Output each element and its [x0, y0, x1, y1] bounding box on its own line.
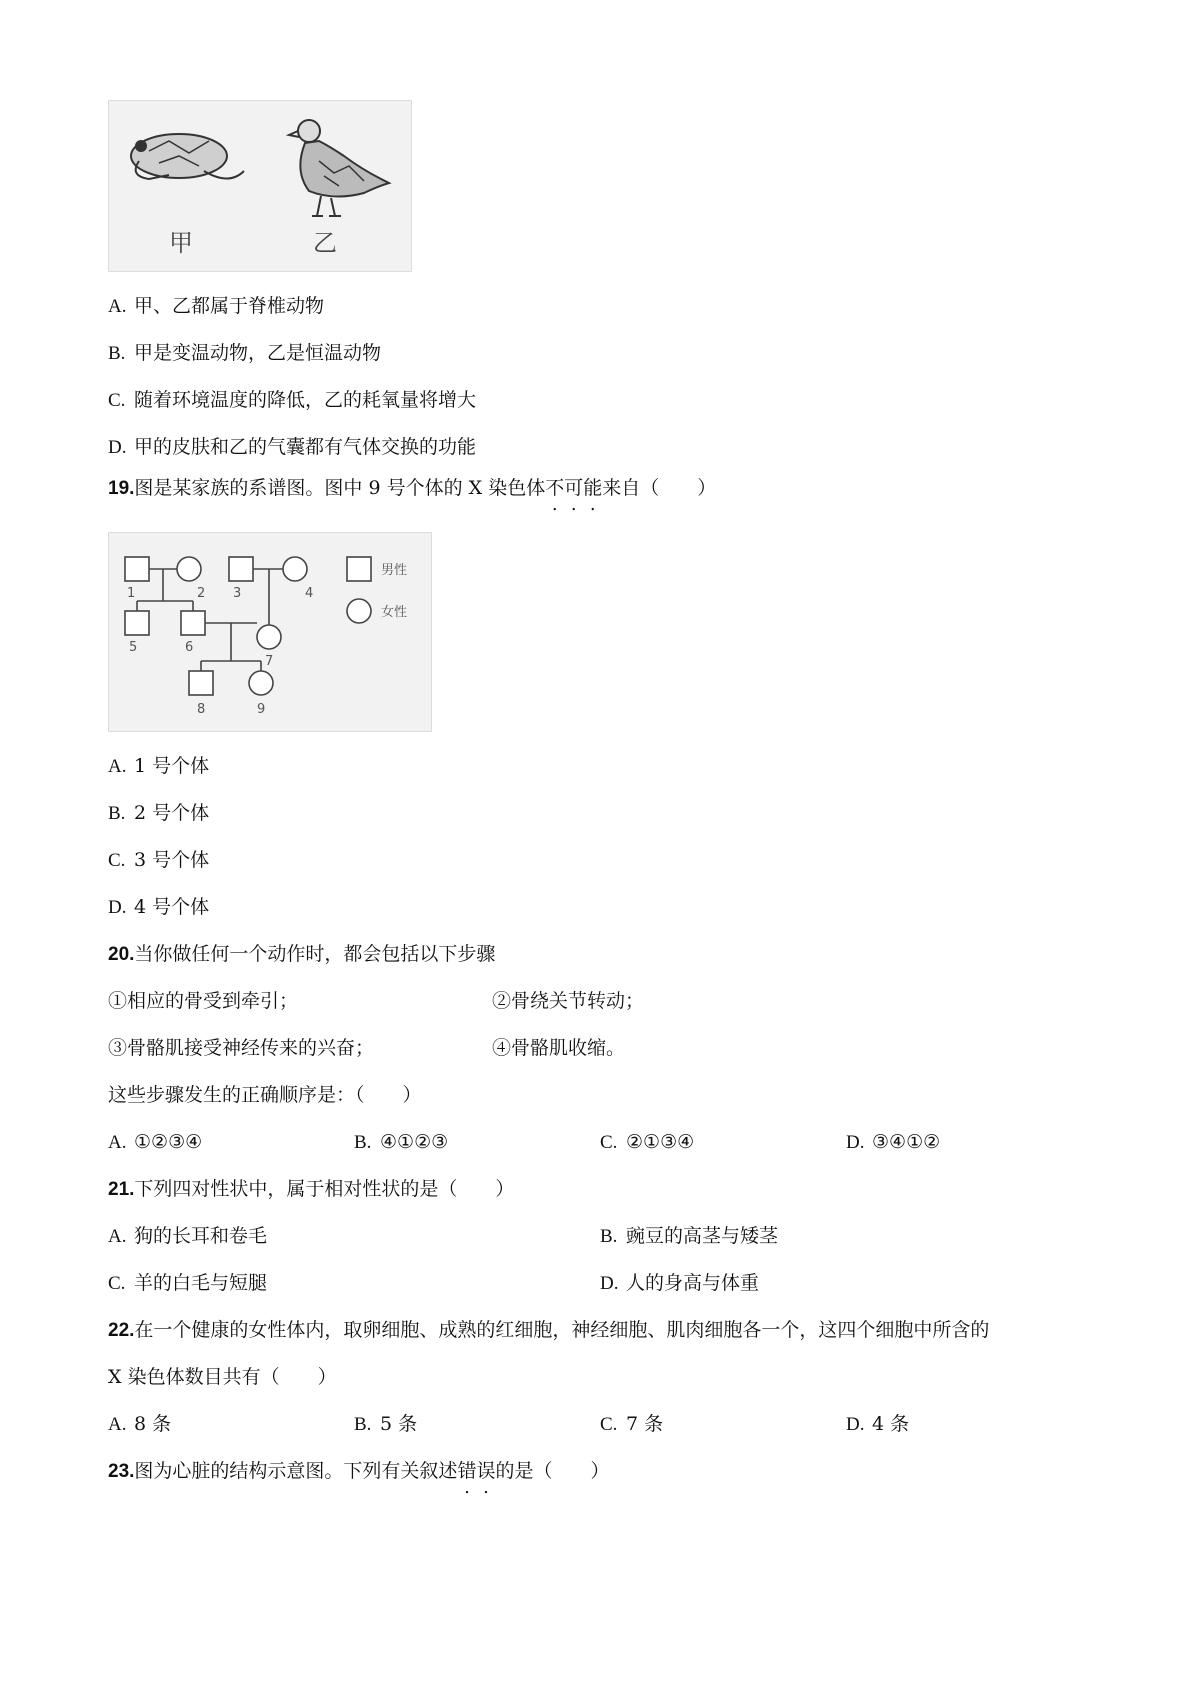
option-text: ①②③④ [134, 1131, 203, 1153]
q19-option-b [108, 801, 209, 826]
q18-option-b [108, 341, 381, 366]
option-letter: B. [354, 1414, 372, 1435]
female-symbol [257, 625, 281, 649]
option-text: 7 条 [626, 1413, 664, 1435]
option-letter: D. [108, 437, 127, 458]
option-letter: A. [108, 756, 127, 777]
bird-icon [289, 120, 389, 216]
option-letter: A. [108, 1132, 127, 1153]
q18-option-c [108, 388, 476, 413]
option-text: 4 条 [872, 1413, 910, 1435]
individual-number: 6 [185, 640, 194, 655]
male-symbol [189, 671, 213, 695]
option-text: 羊的白毛与短腿 [134, 1272, 268, 1294]
option-letter: C. [108, 390, 126, 411]
q22-option-d [846, 1412, 909, 1437]
male-symbol [181, 611, 205, 635]
q20-step-4: ④骨骼肌收缩。 [492, 1037, 626, 1059]
emphasis-char: 误 [476, 1460, 496, 1482]
female-symbol [249, 671, 273, 695]
q18-option-d [108, 435, 476, 460]
question-number: 20. [108, 944, 135, 965]
frog-icon [131, 134, 244, 179]
option-text: 1 号个体 [134, 755, 210, 777]
question-number: 21. [108, 1179, 135, 1200]
option-letter: C. [600, 1132, 618, 1153]
option-text: ②①③④ [626, 1131, 695, 1153]
male-symbol [125, 557, 149, 581]
option-text: 5 条 [380, 1413, 418, 1435]
option-letter: B. [108, 803, 126, 824]
option-letter: A. [108, 1414, 127, 1435]
option-text: 3 号个体 [134, 849, 210, 871]
q22-option-a [108, 1412, 171, 1437]
legend-female-symbol [347, 599, 371, 623]
option-letter: B. [600, 1226, 618, 1247]
q21-option-d [600, 1271, 759, 1296]
legend-male-symbol [347, 557, 371, 581]
option-letter: D. [846, 1414, 865, 1435]
stem-text: 的是（ ） [495, 1460, 610, 1482]
question-number: 23. [108, 1461, 135, 1482]
q20-stem [108, 942, 495, 967]
q20-option-d [846, 1130, 940, 1155]
option-text: 人的身高与体重 [626, 1272, 760, 1294]
stem-text: 当你做任何一个动作时，都会包括以下步骤 [134, 943, 496, 965]
option-letter: D. [846, 1132, 865, 1153]
emphasis-char: 可 [564, 477, 584, 499]
female-symbol [283, 557, 307, 581]
q19-option-c [108, 848, 209, 873]
q18-figure [108, 100, 412, 272]
question-number: 19. [108, 478, 135, 499]
q20-option-b [354, 1130, 448, 1155]
option-text: 随着环境温度的降低，乙的耗氧量将增大 [134, 389, 477, 411]
emphasis-char: 能 [583, 477, 603, 499]
stem-text: 来自（ ） [602, 477, 717, 499]
q23-stem [108, 1459, 609, 1484]
individual-number: 7 [265, 654, 274, 669]
q21-option-c [108, 1271, 267, 1296]
q19-option-a [108, 754, 209, 779]
q22-option-c [600, 1412, 663, 1437]
male-symbol [125, 611, 149, 635]
option-text: 狗的长耳和卷毛 [134, 1225, 268, 1247]
option-letter: A. [108, 296, 127, 317]
q20-option-c [600, 1130, 694, 1155]
frog-and-bird-illustration [109, 101, 411, 271]
option-text: ④①②③ [380, 1131, 449, 1153]
q22-stem-line2: X 染色体数目共有（ ） [108, 1366, 337, 1388]
q21-option-a [108, 1224, 267, 1249]
q21-option-b [600, 1224, 778, 1249]
q19-stem [108, 476, 716, 501]
option-text: 8 条 [134, 1413, 172, 1435]
option-letter: D. [108, 897, 127, 918]
q19-option-d [108, 895, 209, 920]
stem-text: 图是某家族的系谱图。图中 9 号个体的 X 染色体 [134, 477, 546, 499]
pedigree-figure [108, 532, 432, 732]
emphasis-char: 错 [457, 1460, 477, 1482]
individual-number: 9 [257, 702, 266, 717]
pedigree-chart [109, 533, 431, 731]
option-text: 甲是变温动物，乙是恒温动物 [134, 342, 382, 364]
legend-female-label: 女性 [381, 605, 408, 620]
label-jia: 甲 [169, 229, 193, 257]
individual-number: 3 [233, 586, 242, 601]
q20-step-1: ①相应的骨受到牵引； [108, 990, 299, 1012]
individual-number: 8 [197, 702, 206, 717]
emphasis-char: 不 [545, 477, 565, 499]
option-letter: A. [108, 1226, 127, 1247]
individual-number: 5 [129, 640, 138, 655]
option-letter: C. [600, 1414, 618, 1435]
individual-number: 2 [197, 586, 206, 601]
q20-step-2: ②骨绕关节转动； [492, 990, 645, 1012]
stem-text: 下列四对性状中，属于相对性状的是（ ） [134, 1178, 515, 1200]
stem-text: 在一个健康的女性体内，取卵细胞、成熟的红细胞，神经细胞、肌肉细胞各一个，这四个细胞中所含的 [134, 1319, 990, 1341]
option-text: 甲、乙都属于脊椎动物 [134, 295, 325, 317]
option-text: 甲的皮肤和乙的气囊都有气体交换的功能 [134, 436, 477, 458]
q20-question: 这些步骤发生的正确顺序是：（ ） [108, 1084, 422, 1106]
q22-stem-line1 [108, 1318, 989, 1343]
female-symbol [177, 557, 201, 581]
question-number: 22. [108, 1320, 135, 1341]
legend-male-label: 男性 [381, 563, 408, 578]
q20-step-3: ③骨骼肌接受神经传来的兴奋； [108, 1037, 375, 1059]
male-symbol [229, 557, 253, 581]
option-text: 2 号个体 [134, 802, 210, 824]
q22-option-b [354, 1412, 417, 1437]
q18-option-a [108, 294, 324, 319]
q20-option-a [108, 1130, 202, 1155]
stem-text: 图为心脏的结构示意图。下列有关叙述 [134, 1460, 458, 1482]
option-text: 4 号个体 [134, 896, 210, 918]
option-letter: B. [108, 343, 126, 364]
option-text: 豌豆的高茎与矮茎 [626, 1225, 779, 1247]
individual-number: 4 [305, 586, 314, 601]
option-letter: C. [108, 850, 126, 871]
option-letter: D. [600, 1273, 619, 1294]
q21-stem [108, 1177, 514, 1202]
individual-number: 1 [127, 586, 136, 601]
label-yi: 乙 [313, 229, 337, 257]
option-text: ③④①② [872, 1131, 941, 1153]
option-letter: C. [108, 1273, 126, 1294]
option-letter: B. [354, 1132, 372, 1153]
